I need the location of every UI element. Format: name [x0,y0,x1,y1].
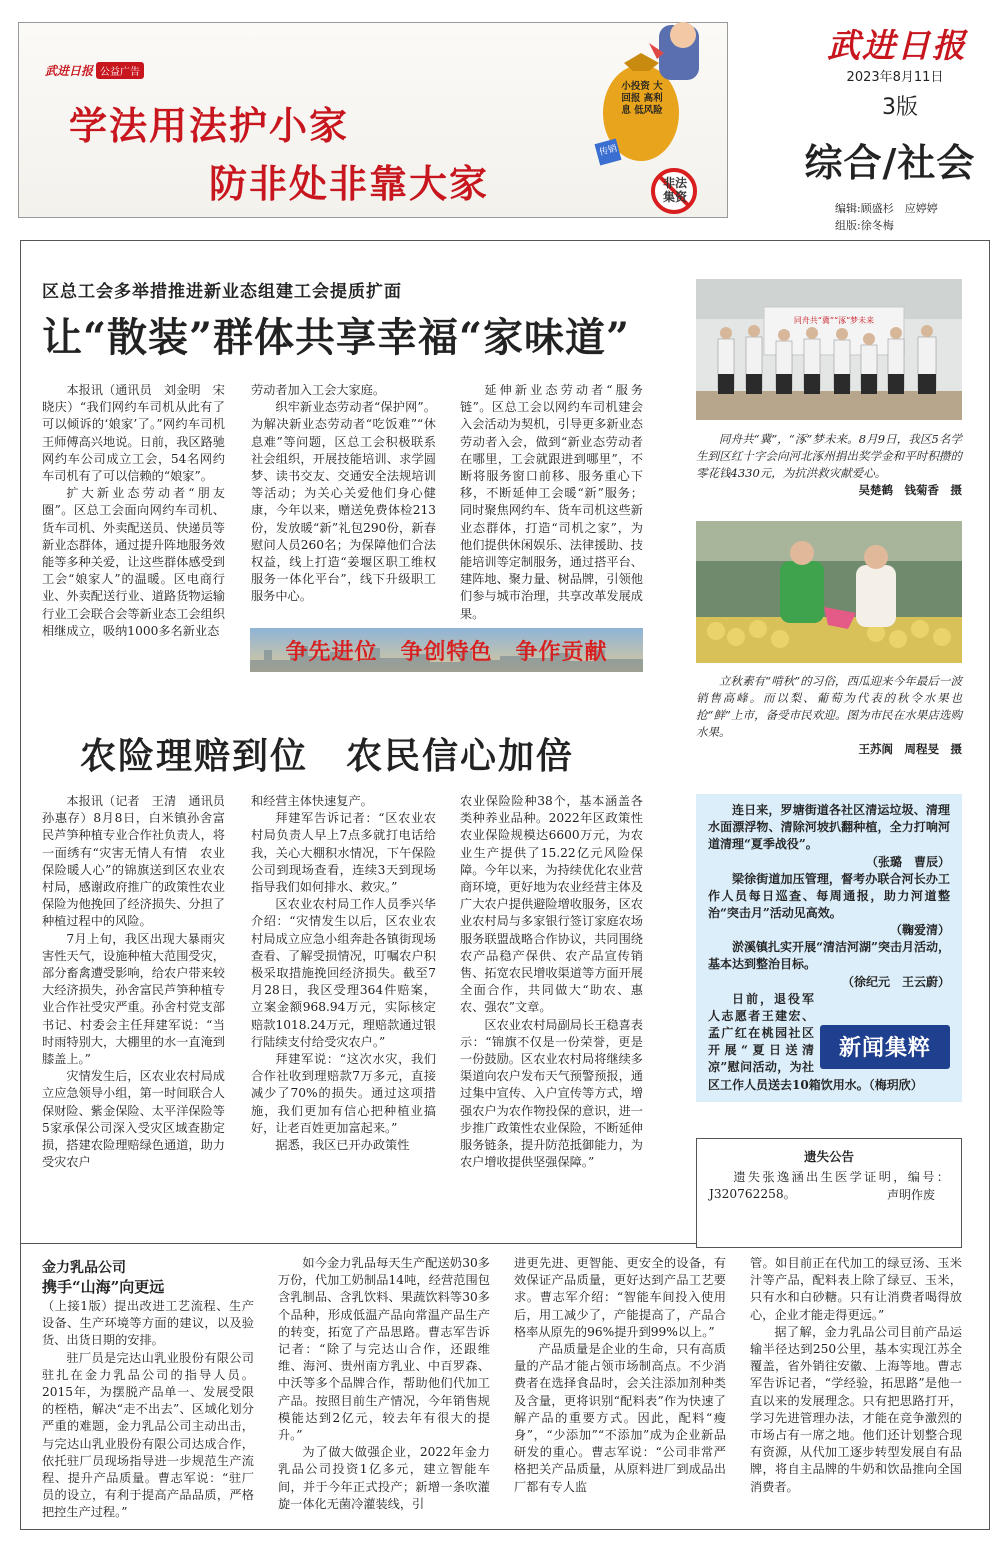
lost-notice-title: 遗失公告 [803,1149,854,1164]
article3-col2-para-2: 为了做大做强企业，2022年金力乳品公司投资1亿多元，建立智能车间，并于今年正式投产；新增一条吹灌旋一体化无菌冷灌装线，引 [278,1445,490,1511]
news-brief-item-1-credit: （张璐 曹辰） [865,854,950,869]
article2-col-2 [251,793,436,1203]
banner-line-1: 学法用法护小家 [69,104,350,148]
article3-col3-para-1: 进更先进、更智能、更安全的设备，有效保证产品质量，更好达到产品工艺要求。曹志军介绍：“智能车间投入使用后，用工减少了，产能提高了，产品合格率从原先的96%提升到99%以上。” [514,1256,726,1339]
news-brief-item-3-text: 淤溪镇扎实开展“清洁河湖”突击月活动，基本达到整治目标。 [708,940,950,972]
photo-students-image [696,279,962,420]
article1-col2-para-2: 织牢新业态劳动者“保护网”。为解决新业态劳动者“吃饭难”“休息难”等问题，区总工会积极联系社会组织，开展技能培训、求学圆梦、读书交友、交通安全法规培训等活动；为关心关爱他们身心健康，今年以来，赠送免费体检213份，发放暖“新”礼包290份，新春慰问人员260名；为保障他们合法权益，线上打造“姜堰区职工维权服务一体化平台”，线下升级职工服务中心。 [251,400,436,604]
masthead-layout: 组版:徐冬梅 [835,219,894,232]
article3-col4-para-2: 据了解，金力乳品公司目前产品运输半径达到250公里，基本实现江苏全覆盖，省外销往安徽、上海等地。曹志军告诉记者，“学经验，拓思路”是他一直以来的发展理念。只有把思路打开，学习先进管理办法，才能在竞争激烈的市场占有一席之地。他们还计划整合现有资源，从代加工逐步转型发展自有品牌，将自主品牌的牛奶和饮品推向全国消费者。 [750,1324,962,1494]
article1-col3-para-1: 延伸新业态劳动者“服务链”。区总工会以网约车司机建会入会活动为契机，引导更多新业态劳动者入会，做到“新业态劳动者在哪里，工会就跟进到哪里”，不断将服务窗口前移、服务重心下移，不断延伸工会暖“新”服务；同时聚焦网约车、货车司机这些新业态群体，打造“司机之家”，为他们提供休闲娱乐、法律援助、技能培训等定制服务，通过搭平台、建阵地、聚力量、树品牌，引领他们参与城市治理，共享改革发展成果。 [460,383,643,621]
article2-col3-para-2: 区农业农村局副局长王稳喜表示：“锦旗不仅是一份荣誉，更是一份鼓励。区农业农村局将继续多渠道向农户发布天气预警预报，通过集中宣传、入户宣传等方式，增强农户为农作物投保的意识，进一步推广政策性农业保险，不断延伸服务链条，提升防范抵御能力，为农户增收提供坚强保障。” [460,1017,643,1170]
news-brief-item-2-credit: （鞠爱清） [889,923,950,938]
article3-col-2 [278,1255,490,1525]
photo2-caption: 立秋素有“啃秋”的习俗，西瓜迎来今年最后一波销售高峰。而以梨、葡萄为代表的秋令水果也抢“鲜”上市，备受市民欢迎。图为市民在水果店选购水果。 [696,674,962,739]
article1-col-3 [460,382,643,622]
banner-brand: 武进日报 [45,63,94,78]
article2-col2-para-2: 拜建军告诉记者：“区农业农村局负责人早上7点多就打电话给我，关心大棚积水情况，下午保险公司到现场查看，连续3天到现场指导我们如何排水、救灾。” [251,811,436,895]
photo1-banner-text: 同舟共“冀”“涿”梦未来 [793,316,875,325]
article2-col2-para-1: 和经营主体快速复产。 [251,794,373,808]
lost-notice-box [696,1138,962,1248]
photo2-caption-block [696,673,962,757]
article3-col2-para-1: 如今金力乳品每天生产配送奶30多万份，代加工奶制品14吨，经营范围包含乳制品、含乳饮料、果蔬饮料等30多个品种，形成低温产品向常温产品生产的转变，拓宽了产品思路。曹志军告诉记者：“除了与完达山合作，还跟维维、海河、贵州南方乳业、中百罗森、中沃等多个品牌合作，帮助他们代加工产品。按照目前生产情况，今年销售规模能达到2亿元，较去年有很大的提升。” [278,1256,490,1443]
photo1-caption-block [696,431,962,498]
article3-col-3 [514,1255,726,1525]
lost-notice-sign: 声明作废 [886,1188,935,1203]
masthead-logo: 武进日报 [827,26,967,65]
masthead-date: 2023年8月11日 [846,70,944,85]
photo-fruit-shop [696,521,962,663]
article2-col2-para-5: 据悉，我区已开办政策性 [275,1138,410,1153]
news-brief-item-3-credit: （徐纪元 王云蔚） [841,974,950,989]
masthead [770,14,990,232]
article3-kicker: 金力乳品公司 [42,1260,126,1276]
article3-col1-para-2: 驻厂员是完达山乳业股份有限公司驻扎在金力乳品公司的指导人员。2015年，为摆脱产品单一、发展受限的桎梏，解决“走不出去”、区域化划分严重的难题，金力乳品公司主动出击，与完达山乳业股份有限公司达成合作，依托驻厂员现场指导进一步规范生产流程、提升产品质量。曹志军说：“驻厂员的设立，有利于提高产品品质，严格把控生产过程。” [42,1350,254,1520]
banner-brand-tag [45,61,144,79]
article2-col-3 [460,793,643,1203]
news-brief-item-3 [708,939,950,990]
slogan-text: 争先进位 争创特色 争作贡献 [285,640,608,665]
section-divider [20,1243,696,1244]
banner-illustration [579,23,729,219]
article2-headline: 农险理赔到位 农民信心加倍 [80,736,575,777]
news-brief-box [696,794,962,1102]
article3-col-4 [750,1255,962,1525]
masthead-editors: 编辑:顾盛杉 应婷婷 [835,202,938,215]
news-brief-item-4 [708,991,950,1094]
banner-bag-text: 小投资 大回报 高利息 低风险 [621,81,663,116]
photo-fruit-image [696,521,962,663]
article1-col-1 [42,382,225,672]
article1-col1-para-2: 扩大新业态劳动者“朋友圈”。区总工会面向网约车司机、货车司机、外卖配送员、快递员等新业态群体，通过提升阵地服务效能等多种关爱，让这些群体感受到工会“娘家人”的温暖。区电商行业、外卖配送行业、道路货物运输行业工会联合会等新业态工会组织相继成立，吸纳1000多名新业态 [42,486,225,638]
article2-col1-para-2: 7月上旬，我区出现大暴雨灾害性天气，设施种植大范围受灾，部分畜禽遭受影响，给农户带来较大经济损失，孙舍富民芦笋种植专业合作社受灾严重。孙舍村党支部书记、村委会主任拜建军说：“当时雨特别大，大棚里的水一直淹到膝盖上。” [42,931,225,1067]
article2-col2-para-4: 拜建军说：“这次水灾，我们合作社收到理赔款7万多元，直接减少了70%的损失。通过这项措施，我们更加有信心把种植业搞好，让老百姓更加富起来。” [251,1052,436,1135]
banner-line-2: 防非处非靠大家 [209,162,490,206]
article3-col4-para-1: 管。如目前正在代加工的绿豆汤、玉米汁等产品，配料表上除了绿豆、玉米，只有水和白砂糖。只有让消费者喝得放心，企业才能走得更远。” [750,1256,962,1322]
article2-col-1 [42,793,238,1203]
article3-headline: 携手“山海”向更远 [42,1278,165,1296]
masthead-edition: 3版 [882,95,918,120]
banner-tag: 公益广告 [96,62,144,79]
article3-col1-para-1: （上接1版）提出改进工艺流程、生产设备、生产环境等方面的建议，以及验货、出货日期的安排。 [42,1299,254,1348]
article1-kicker: 区总工会多举措推进新业态组建工会提质扩面 [42,282,402,302]
photo1-caption: 同舟共“冀”，“涿”梦未来。8月9日，我区5名学生到区红十字会向河北涿州捐出奖学金和平时积攒的零花钱4330元，为抗洪救灾献爱心。 [696,432,962,480]
photo-students-donation [696,279,962,420]
lost-notice-text: 遗失张逸涵出生医学证明，编号：J320762258。 [709,1170,949,1202]
article2-col3-para-1: 农业保险险种38个，基本涵盖各类种养业品种。2022年区政策性农业保险规模达6600万元，为农业生产提供了15.22亿元风险保障。今年以来，为持续优化农业营商环境，更好地为农业经营主体及广大农户提供避险增收服务，区农业农村局与多家银行签订家庭农场服务联盟战略合作协议，共同围绕农产品稳产保供、农产品宣传销售、拓宽农民增收渠道等方面开展全面合作，共同做大“助农、惠农、强农”文章。 [460,794,643,1015]
public-service-banner [18,22,728,218]
news-brief-title: 新闻集粹 [838,1036,931,1062]
banner-sign-text: 传销 [598,143,619,159]
banner-stamp: 非法集资 [662,176,687,204]
article1-col-2 [251,382,436,622]
masthead-section: 综合/社会 [804,140,976,185]
article2-col2-para-3: 区农业农村局工作人员季兴华介绍：“灾情发生以后，区农业农村局成立应急小组奔赴各镇街现场查看、了解受损情况，叮嘱农户积极采取措施挽回经济损失。截至7月28日，我区受理364件赔案，立案金额968.94万元，实际核定赔款1018.24万元，理赔款通过银行陆续支付给受灾农户。” [251,897,436,1049]
article2-col1-para-1: 本报讯（记者 王清 通讯员 孙惠存）8月8日，白米镇孙舍富民芦笋种植专业合作社负责人，将一面绣有“灾害无情人有情 农业保险暖人心”的锦旗送到区农业农村局，感谢政府推广的政策性农业保险为他挽回了经济损失、分担了种植过程中的风险。 [42,794,238,929]
article1-col1-para-1: 本报讯（通讯员 刘金明 宋晓庆）“我们网约车司机从此有了可以倾诉的‘娘家’了。”网约车司机王师傅高兴地说。日前，我区路驰网约车公司成立工会，54名网约车司机有了可以信赖的“娘家”。 [42,383,225,484]
article1-headline: 让“散装”群体共享幸福“家味道” [42,314,631,361]
slogan-banner [250,628,643,672]
article3-col3-para-2: 产品质量是企业的生命，只有高质量的产品才能占领市场制高点。不少消费者在选择食品时，会关注添加剂种类及含量，更将识别“配料表”作为快速了解产品的重要方式。因此，配料“瘦身”，“少添加”“不添加”成为企业新品研发的重心。曹志军说：“公司非常严格把关产品质量，从原料进厂到成品出厂都有专人监 [514,1342,726,1494]
news-brief-item-2-text: 梁徐街道加压管理，督考办联合河长办工作人员每日巡查、每周通报，助力河道整治“突击月”活动见高效。 [708,871,950,921]
article2-col1-para-3: 灾情发生后，区农业农村局成立应急领导小组，第一时间联合人保财险、紫金保险、太平洋保险等5家承保公司深入受灾区域查勘定损，搭建农险理赔绿色通道，助力受灾农户 [42,1069,225,1170]
article1-col2-para-1: 劳动者加入工会大家庭。 [251,383,386,397]
news-brief-item-1 [708,802,950,871]
news-brief-item-2 [708,871,950,940]
photo1-credit: 吴楚鹤 钱菊香 摄 [858,483,962,497]
article3-col-1 [42,1298,254,1523]
photo2-credit: 王苏阆 周程旻 摄 [858,742,962,756]
news-brief-item-1-text: 连日来，罗塘街道各社区清运垃圾、清理水面漂浮物、清除河坡扒翻种植，全力打响河道清理“夏季战役”。 [708,803,950,852]
news-brief-title-badge [820,1025,950,1069]
news-brief-item-4-text: 日前，退役军人志愿者王建宏、孟广红在桃园社区开展“夏日送清凉”慰问活动，为社区工作人员送去10箱饮用水。（梅玥欣） [708,991,923,1092]
